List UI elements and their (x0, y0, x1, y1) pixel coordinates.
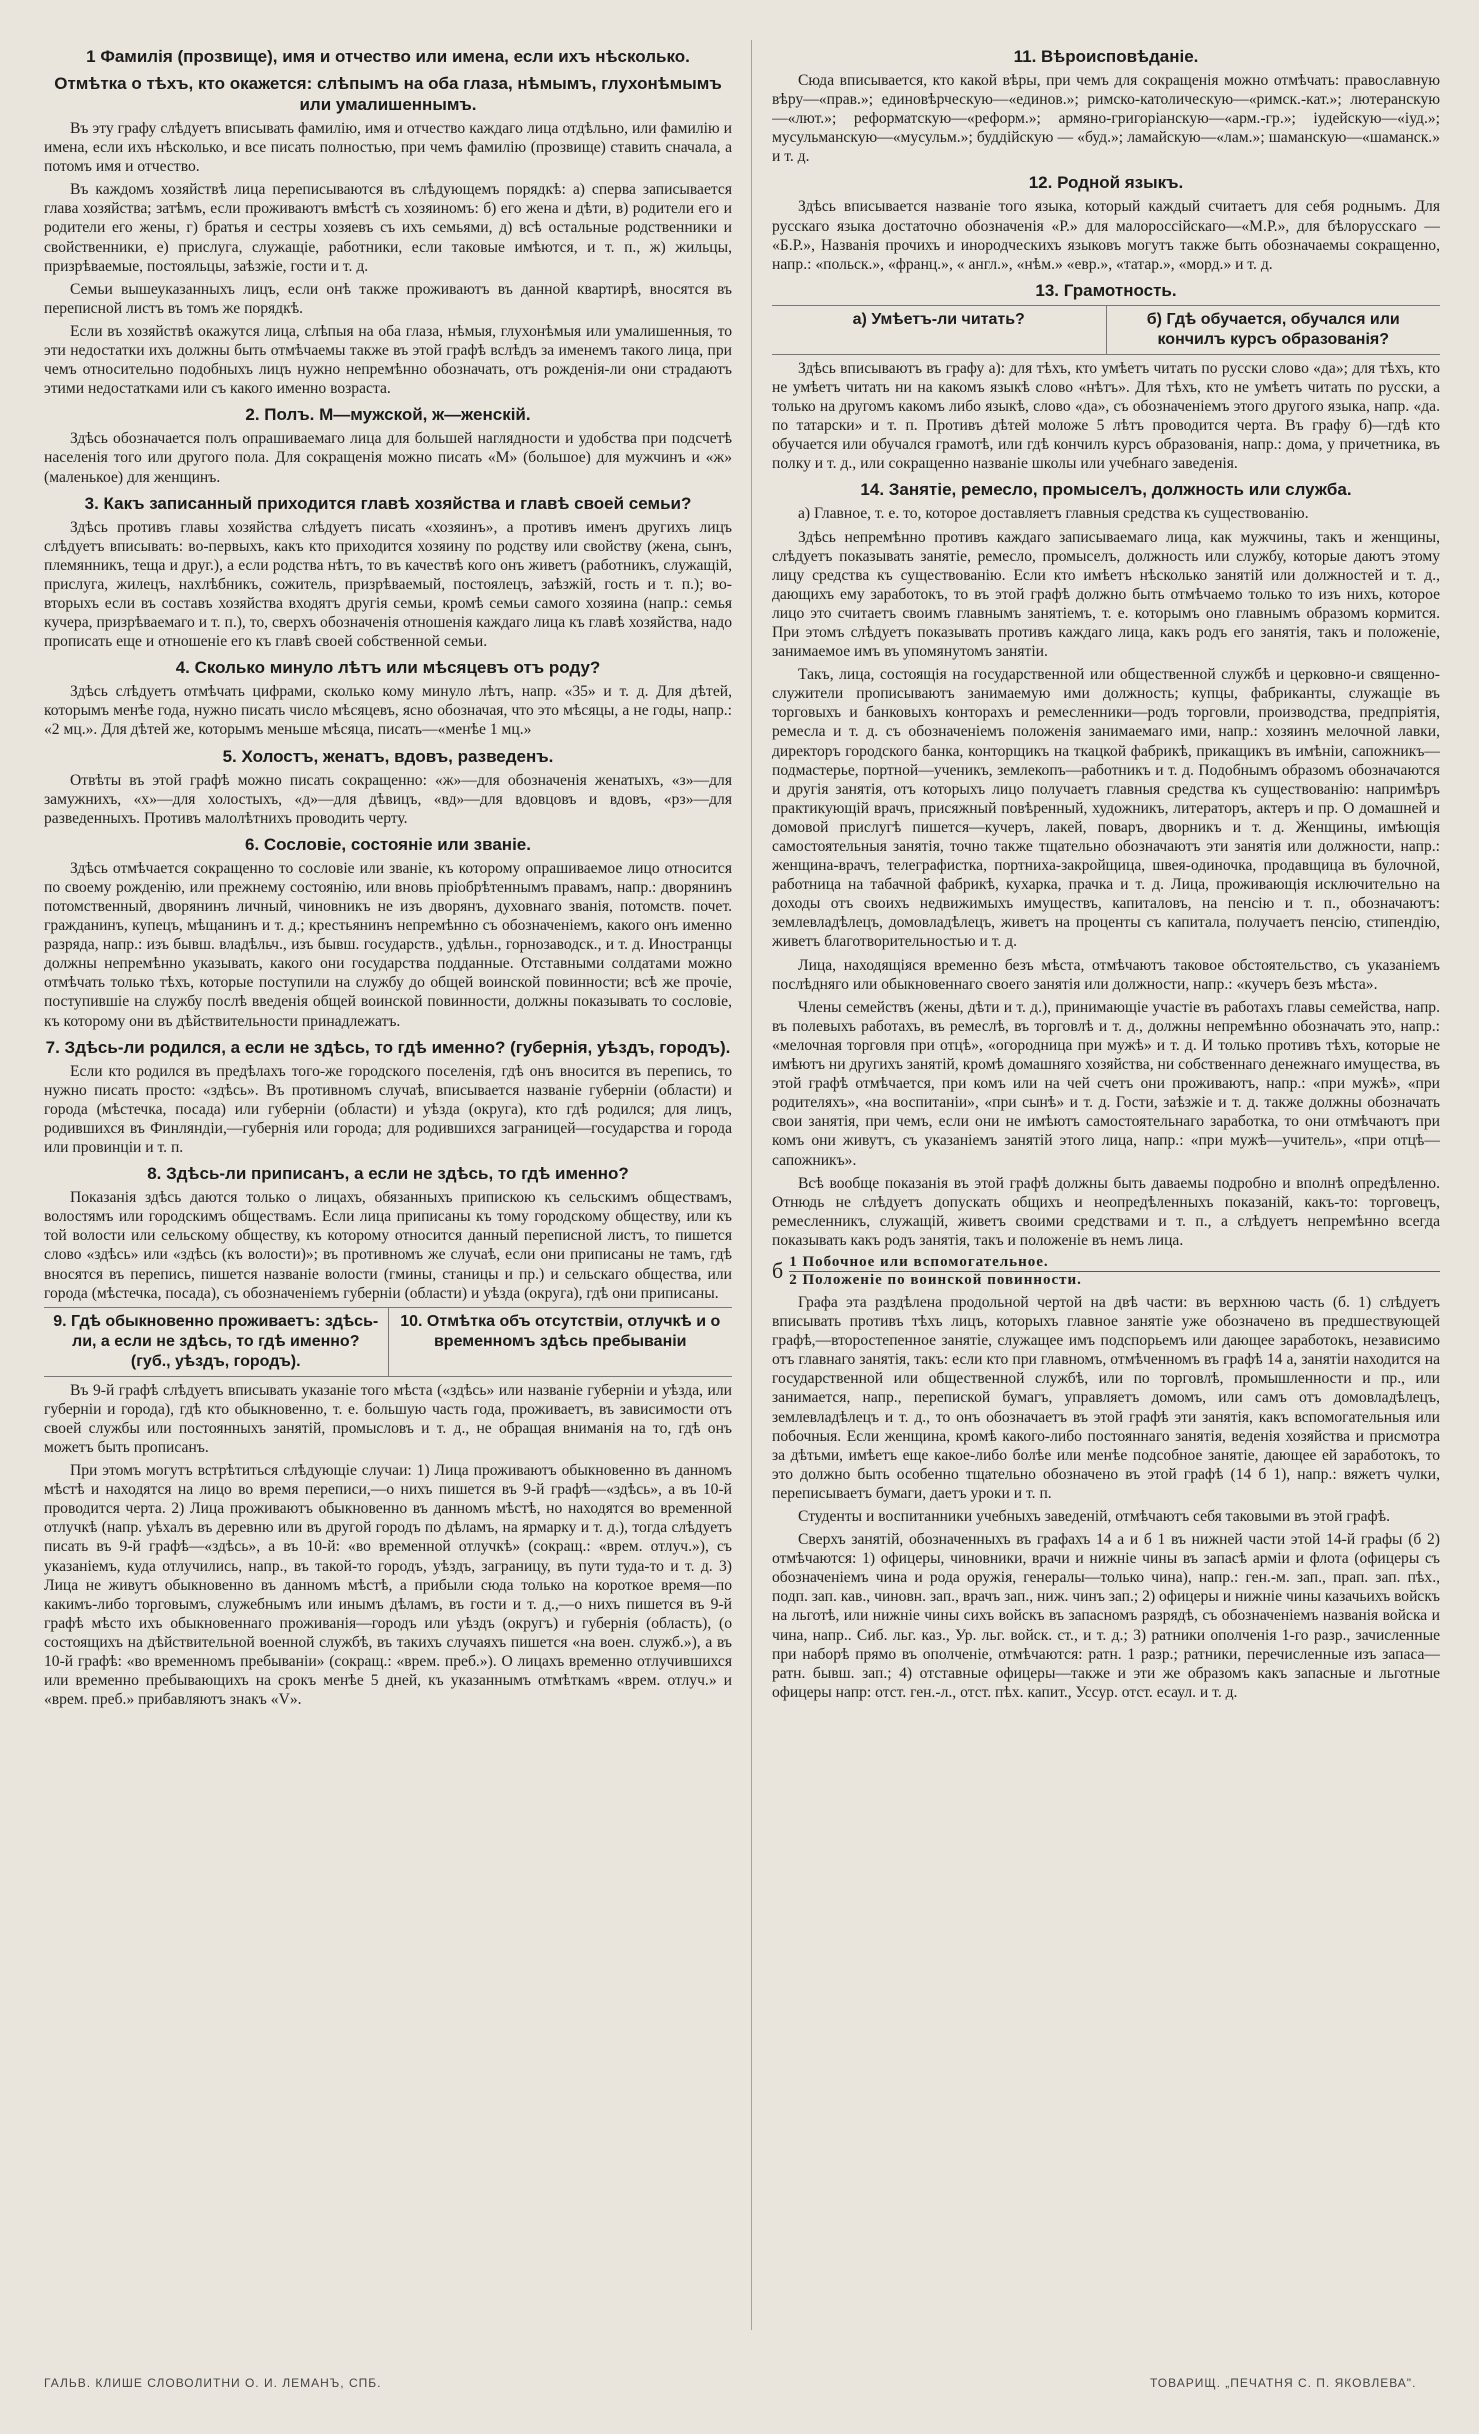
paragraph: Отвѣты въ этой графѣ можно писать сокращенно: «ж»—для обозначенія женатыхъ, «з»—для замужнихъ, «х»—для холостыхъ, «д»—для дѣвицъ, «вд»—для вдовцовъ и вдовъ, «рз»—для разведенныхъ. Противъ малолѣтнихъ проводить черту. (44, 771, 732, 827)
section-heading: 7. Здѣсь-ли родился, а если не здѣсь, то гдѣ именно? (губернія, уѣздъ, городъ). (45, 1037, 731, 1057)
literacy-split (772, 305, 1440, 355)
section-heading: 8. Здѣсь-ли приписанъ, а если не здѣсь, то гдѣ именно? (147, 1164, 629, 1184)
left-column (44, 40, 732, 2340)
split-cell-10 (388, 1308, 733, 1376)
section-heading: Отмѣтка о тѣхъ, кто окажется: слѣпымъ на оба глаза, нѣмымъ, глухонѣмымъ или умалишеннымъ. (54, 74, 722, 114)
section-heading: 3. Какъ записанный приходится главѣ хозяйства и главѣ своей семьи? (84, 493, 692, 513)
section-heading: 13. Грамотность. (1035, 280, 1177, 300)
paragraph: Здѣсь вписываютъ въ графу а): для тѣхъ, кто умѣетъ читать по русски слово «да»; для тѣхъ, кто не умѣетъ читать ни на какомъ языкѣ слово «нѣтъ». Для тѣхъ, кто не умѣетъ читать по русски, а только на другомъ какомъ либо языкѣ, слово «да», съ обозначеніемъ этого другого языка, напр. «да. по татарски» и т. п. Противъ дѣтей моложе 5 лѣтъ проводится черта. Въ графу б)—гдѣ кто обучается или обучался грамотѣ, или гдѣ кончилъ курсъ образованія, напр.: дома, у причетника, въ полку и т. д., или сокращенно названіе школы или учебнаго заведенія. (772, 359, 1440, 473)
section-heading: 10. Отмѣтка объ отсутствіи, отлучкѣ и о временномъ здѣсь пребываніи (400, 1312, 721, 1350)
column-divider (751, 40, 752, 2330)
section-heading: 4. Сколько минуло лѣтъ или мѣсяцевъ отъ роду? (175, 658, 601, 678)
split-heading-9-10 (44, 1307, 732, 1377)
paragraph: Графа эта раздѣлена продольной чертой на двѣ части: въ верхнюю часть (б. 1) слѣдуетъ вписывать противъ тѣхъ лицъ, которыхъ главное занятіе уже обозначено въ предшествующей графѣ,—второстепенное занятіе, служащее имъ подспорьемъ или дающее заработокъ, независимо отъ главнаго занятія, такъ: если кто при главномъ, отмѣченномъ въ графѣ 14 а, занятіи находится на государственной или общественной службѣ, или по торговлѣ, промышленности и пр., или занимается, напр., перепиской бумагъ, управляетъ домомъ, или самъ отъ домовладѣлецъ, землевладѣлецъ и т. д., то онъ обозначаетъ въ этой графѣ эти занятія, какъ вспомогательныя или побочныя. Если женщина, кромѣ какого-либо постояннаго занятія, веденія хозяйства и присмотра за дѣтьми, имѣетъ еще какое-либо болѣе или менѣе подсобное занятіе, дающее ей заработокъ, то это должно быть особенно тщательно обозначено въ этой графѣ (14 б 1), напр.: вяжетъ чулки, переписываетъ бумаги, даетъ уроки и т. п. (772, 1293, 1440, 1502)
paragraph: Здѣсь отмѣчается сокращенно то сословіе или званіе, къ которому опрашиваемое лицо относится по своему рожденію, или прежнему состоянію, или вновь пріобрѣтеннымъ правамъ, напр.: дворянинъ потомственный, дворянинъ личный, чиновникъ не изъ дворянъ, духовнаго званія, потомств. почет. гражданинъ, купецъ, мѣщанинъ и т. д.; крестьянинъ непремѣнно съ обозначеніемъ, какого онъ именно разряда, напр.: изъ бывш. владѣльч., изъ бывш. государств., удѣльн., горнозаводск., и т. д. Иностранцы должны непремѣнно указывать, какого они государства подданные. Отставными солдатами можно отмѣчать только тѣхъ, которые поступили на службу до общей воинской повинности; всѣ же прочіе, поступившіе на службу послѣ введенія общей воинской повинности, должны показывать то сословіе, къ которому они въ дѣйствительности принадлежатъ. (44, 859, 732, 1030)
paragraph: Въ каждомъ хозяйствѣ лица переписываются въ слѣдующемъ порядкѣ: а) сперва записывается глава хозяйства; затѣмъ, если проживаютъ вмѣстѣ съ хозяиномъ: б) его жена и дѣти, в) родители его и родители его жены, г) братья и сестры хозяевъ съ ихъ семьями, д) всѣ остальные родственники и свойственники, е) прислуга, служащіе, работники, если таковые имѣются, и т. п., ж) жильцы, призрѣваемые, постояльцы, заѣзжіе, гости и т. д. (44, 181, 732, 275)
literacy-cell-b (1106, 306, 1441, 354)
paragraph: Сверхъ занятій, обозначенныхъ въ графахъ 14 а и б 1 въ нижней части этой 14-й графы (б 2) отмѣчаются: 1) офицеры, чиновники, врачи и нижніе чины въ запасѣ арміи и флота (офицеры съ обозначеніемъ чина и рода оружія, генералы—только чина), напр.: ген.-м. зап., прап. зап. пѣх., подп. зап. кав., чиновн. зап., врачъ зап., ниж. чинъ зап.; 2) офицеры и нижніе чины казачьихъ войскъ на льготѣ, или нижніе чины сихъ войскъ въ запасномъ разрядѣ, съ обозначеніемъ названія войска и чина, напр.. Сиб. льг. каз., Ур. льг. войск. ст., и т. д.; 3) ратники ополченія 1-го разр., зачисленные при наборѣ прямо въ ополченіе, отмѣчаются: ратн. 1 разр.; ратники, перечисленные изъ запаса—ратн. бывш. зап.; 4) отставные офицеры—также и эти же образомъ какъ запасные и льготные офицеры напр: отст. ген.-л., отст. пѣх. капит., Уссур. отст. есаул. и т. д. (772, 1531, 1440, 1701)
paragraph: Всѣ вообще показанія въ этой графѣ должны быть даваемы подробно и вполнѣ опредѣленно. Отнюдь не слѣдуетъ допускать общихъ и неопредѣленныхъ показаній, какъ-то: торговецъ, ремесленникъ, служащій, живетъ своими средствами и т. п., а слѣдуетъ непремѣнно всегда показывать какъ родъ занятія, такъ и положеніе въ немъ лица. (772, 1174, 1440, 1249)
section-heading: 2. Полъ. М—мужской, ж—женскій. (245, 405, 531, 425)
footer-right-imprint: ТОВАРИЩ. „ПЕЧАТНЯ С. П. ЯКОВЛЕВА". (1150, 2376, 1417, 2390)
paragraph: При этомъ могутъ встрѣтиться слѣдующіе случаи: 1) Лица проживаютъ обыкновенно въ данномъ мѣстѣ и находятся на лицо во время переписи,—о нихъ пишется въ 9-й графѣ—«здѣсь», а въ 10-й проводится черта. 2) Лица проживаютъ обыкновенно въ данномъ мѣстѣ, но находятся во временной отлучкѣ (напр. уѣхалъ въ деревню или въ другой городъ по дѣламъ, на ярмарку и т. д.), тогда слѣдуетъ писать въ 9-й графѣ—«здѣсь», а въ 10-й: «во временной отлучкѣ» (сокращ.: «врем. отлуч.»), съ указаніемъ, куда отлучились, напр., въ такой-то городъ, уѣздъ, заграницу, въ пути туда-то и т. д. 3) Лица не живутъ обыкновенно въ данномъ мѣстѣ, а прибыли сюда только на короткое время—по какимъ-либо торговымъ, служебнымъ или инымъ дѣламъ, въ гости и т. д.,—о нихъ пишется въ 9-й графѣ мѣсто ихъ обыкновеннаго проживанія—городъ или уѣздъ (округъ) и губернія (область), (о состоящихъ на дѣйствительной военной службѣ, въ такихъ случаяхъ пишется «на воен. служб.»), а въ 10-й графѣ: «во временномъ пребываніи» (сокращ.: «врем. преб.»). О лицахъ временно отлучившихся или временно пребывающихъ на срокъ менѣе 5 дней, къ указаннымъ отмѣткамъ «врем. отлуч.» и «врем. преб.» прибавляютъ знакъ «V». (44, 1462, 732, 1709)
paragraph: а) Главное, т. е. то, которое доставляетъ главныя средства къ существованію. (798, 505, 1309, 523)
footer-left-imprint: ГАЛЬВ. КЛИШЕ СЛОВОЛИТНИ О. И. ЛЕМАНЪ, СПБ. (44, 2376, 382, 2390)
split-cell-9 (44, 1308, 388, 1376)
paragraph: Такъ, лица, состоящія на государственной или общественной службѣ и церковно-и священно-служители прописываютъ занимаемую ими должность; купцы, фабриканты, служащіе въ торговыхъ и банковыхъ конторахъ и ремесленники—родъ торговли, производства, предпріятія, ремесла и т. д. съ обозначеніемъ положенія занимаемаго ими, напр.: хозяинъ мелочной лавки, директоръ городского банка, конторщикъ на ткацкой фабрикѣ, прикащикъ въ имѣніи, сапожникъ—подмастерье, портной—ученикъ, землекопъ—работникъ и т. д. Подобнымъ образомъ обозначаются и другія занятія, отъ которыхъ лицо получаетъ главныя средства къ существованію: напримѣръ практикующій врачъ, присяжный повѣренный, художникъ, литераторъ, актеръ и пр. О домашней и домовой прислугѣ пишется—кучеръ, лакей, поваръ, дворникъ и т. д. Женщины, имѣющія самостоятельныя занятія, точно также тщательно обозначаютъ эти занятія или должности, напр.: женщина-врачъ, телеграфистка, портниха-закройщица, швея-одиночка, продавщица въ булочной, работница на табачной фабрикѣ, кухарка, прачка и т. д. Лица, проживающія исключительно на доходы отъ своихъ недвижимыхъ имуществъ, капиталовъ, на пенсію и т. п., обозначаютъ: землевладѣлецъ, домовладѣлецъ, живетъ на проценты съ капитала, получаетъ пенсію, стипендію, живетъ благотворительностью и т. д. (772, 666, 1440, 951)
subsection-line-1: 1 Побочное или вспомогательное. (789, 1254, 1440, 1272)
paragraph: Здѣсь вписывается названіе того языка, который каждый считаетъ для себя роднымъ. Для русскаго языка достаточно обозначенія «Р.» для малороссійскаго—«М.Р.», для бѣлорусскаго — «Б.Р.», Названія прочихъ и инородческихъ языковъ могутъ также быть обозначаемы сокращенно, напр.: «польск.», «франц.», « англ.», «нѣм.» «евр.», «татар.», «морд.» и т. д. (772, 198, 1440, 273)
paragraph: Семьи вышеуказанныхъ лицъ, если онѣ также проживаютъ въ данной квартирѣ, вносятся въ переписной листъ въ томъ же порядкѣ. (44, 280, 732, 317)
literacy-cell-a (772, 306, 1106, 354)
paragraph: Члены семействъ (жены, дѣти и т. д.), принимающіе участіе въ работахъ главы семейства, напр. въ полевыхъ работахъ, въ ремеслѣ, въ торговлѣ и т. д., должны непремѣнно обозначать это, напр.: «мелочная торговля при отцѣ», «огородница при мужѣ» и т. д. И только противъ тѣхъ, которые не имѣютъ ни другихъ занятій, кромѣ домашняго хозяйства, ни собственнаго денежнаго имущества, въ этой графѣ отмѣчается, при комъ или на чей счетъ они проживаютъ, напр.: «при мужѣ», «при родителяхъ», «на воспитаніи», «при сынѣ» и т. д. Гости, заѣзжіе и т. д. также должны обозначать свои занятія, при чемъ, если они не имѣютъ самостоятельнаго заработка, то они отмѣчаютъ при комъ они живутъ, съ указаніемъ занятій этого лица, напр.: «при мужѣ—учитель», «при отцѣ—сапожникъ». (772, 998, 1440, 1169)
section-heading: 1 Фамилія (прозвище), имя и отчество или имена, если ихъ нѣсколько. (86, 47, 690, 66)
paragraph: Лица, находящіяся временно безъ мѣста, отмѣчаютъ таковое обстоятельство, съ указаніемъ послѣдняго или обыкновеннаго своего занятія или должности, напр.: «кучеръ безъ мѣста». (772, 956, 1440, 993)
subsection-line-2: 2 Положеніе по воинской повинности. (789, 1271, 1082, 1288)
right-column (772, 40, 1440, 2340)
section-heading: 11. Вѣроисповѣданіе. (1013, 47, 1199, 66)
paragraph: Здѣсь обозначается полъ опрашиваемаго лица для большей наглядности и удобства при подсчетѣ населенія того или другого пола. Для сокращенія можно писать «М» (большое) для мужчинъ и «ж» (маленькое) для женщинъ. (44, 430, 732, 486)
subsection-b-header (772, 1254, 1440, 1289)
census-instructions-sheet (30, 40, 1450, 2410)
section-heading: 9. Гдѣ обыкновенно проживаетъ: здѣсь-ли, а если не здѣсь, то гдѣ именно? (губ., уѣздъ, городъ). (53, 1312, 379, 1370)
paragraph: Въ 9-й графѣ слѣдуетъ вписывать указаніе того мѣста («здѣсь» или названіе губерніи и уѣзда, или губерніи и города), гдѣ кто обыкновенно, т. е. большую часть года, проживаетъ, въ зависимости отъ своей службы или постоянныхъ занятій, промысловъ и т. д., не обращая вниманія на то, гдѣ онъ можетъ быть прописанъ. (44, 1381, 732, 1456)
section-heading: 12. Родной языкъ. (1028, 173, 1184, 193)
paragraph: Здѣсь слѣдуетъ отмѣчать цифрами, сколько кому минуло лѣтъ, напр. «35» и т. д. Для дѣтей, которымъ менѣе года, нужно писать число мѣсяцевъ, ясно обозначая, что это мѣсяцы, а не годы, напр.: «2 мц.». Для дѣтей же, которымъ меньше мѣсяца, писать—«менѣе 1 мц.» (44, 683, 732, 739)
section-heading: 5. Холостъ, женатъ, вдовъ, разведенъ. (222, 746, 554, 766)
section-heading: 6. Сословіе, состояніе или званіе. (245, 834, 531, 854)
paragraph: Если кто родился въ предѣлахъ того-же городского поселенія, гдѣ онъ вносится въ перепись, то нужно писать просто: «здѣсь». Въ противномъ случаѣ, вписывается названіе губерніи (области) и города (мѣстечка, посада) или губерніи (области) и уѣзда (округа), кто гдѣ родился; для лицъ, родившихся въ Финляндіи,—губернія или города; для родившихся заграницей—государства и города или провинціи и т. п. (44, 1062, 732, 1157)
paragraph: Здѣсь непремѣнно противъ каждаго записываемаго лица, как мужчины, такъ и женщины, слѣдуетъ показывать занятіе, ремесло, промыселъ, должность или службу, которые даютъ этому лицу средства къ существованію. Если кто имѣетъ нѣсколько занятій или должностей и т. д., дающихъ ему заработокъ, то въ этой графѣ должно быть отмѣчаемо только то изъ нихъ, которое лицо это считаетъ своимъ главнымъ занятіемъ, т. е. которымъ оно главнымъ образомъ кормится. При этомъ слѣдуетъ показывать противъ каждаго лица, какъ родъ его занятія, такъ и положеніе, занимаемое имъ въ упомянутомъ занятіи. (772, 528, 1440, 661)
paragraph: Сюда вписывается, кто какой вѣры, при чемъ для сокращенія можно отмѣчать: православную вѣру—«прав.»; единовѣрческую—«единов.»; римско-католическую—«римск.-кат.»; лютеранскую—«лют.»; реформатскую—«реформ.»; армяно-григоріанскую—«арм.-гр.»; іудейскую—«іуд.»; мусульманскую—«мусульм.»; буддійскую — «буд.»; ламайскую—«лам.»; шаманскую—«шаманск.» и т. д. (772, 72, 1440, 166)
paragraph: Если въ хозяйствѣ окажутся лица, слѣпыя на оба глаза, нѣмыя, глухонѣмыя или умалишенныя, то эти недостатки ихъ должны быть отмѣчаемы также въ этой графѣ вслѣдъ за именемъ такого лица, при чемъ относительно подобныхъ лицъ нужно непремѣнно обозначать, отъ рожденія-ли они страдаютъ этими недостатками или съ какого именно возраста. (44, 322, 732, 398)
subsection-letter: б (772, 1258, 784, 1284)
paragraph: Въ эту графу слѣдуетъ вписывать фамилію, имя и отчество каждаго лица отдѣльно, или фамилію и имена, если ихъ нѣсколько, и все писать полностью, при чемъ фамилію (прозвище) ставить сначала, а потомъ имя и отчество. (44, 120, 732, 176)
section-heading: б) Гдѣ обучается, обучался или кончилъ курсъ образованія? (1146, 310, 1400, 348)
paragraph: Здѣсь противъ главы хозяйства слѣдуетъ писать «хозяинъ», а противъ именъ другихъ лицъ слѣдуетъ вписывать: во-первыхъ, какъ кто приходится хозяину по родству или свойству (жена, сынъ, племянникъ, теща и друг.), а если родства нѣтъ, то въ качествѣ кого онъ живетъ (работникъ, служащій, прислуга, жилецъ, нахлѣбникъ, сожитель, призрѣваемый, постоялецъ, заѣзжій, гость и т. п.); во-вторыхъ если въ составъ хозяйства входятъ другія семьи, кромѣ семьи самого хозяина (напр.: семья кучера, призрѣваемаго и т. п.), то, сверхъ обозначенія отношенія каждаго лица къ главѣ хозяйства, надо прописать еще и отношеніе его къ главѣ своей собственной семьи. (44, 518, 732, 651)
paragraph: Студенты и воспитанники учебныхъ заведеній, отмѣчаютъ себя таковыми въ этой графѣ. (798, 1508, 1391, 1525)
section-heading: а) Умѣетъ-ли читать? (852, 310, 1025, 328)
section-heading: 14. Занятіе, ремесло, промыселъ, должность или служба. (860, 480, 1352, 500)
paragraph: Показанія здѣсь даются только о лицахъ, обязанныхъ припискою къ сельскимъ обществамъ, волостямъ или городскимъ обществамъ. Если лица приписаны къ тому городскому обществу, или къ той волости или сельскому обществу, къ которому относится данный переписной листъ, то пишется слово «здѣсь» или «здѣсь (къ волости)»; въ противномъ же случаѣ, если они приписаны не тамъ, гдѣ вносятся въ перепись, пишется названіе волости (гмины, станицы и пр.) и сельскаго общества, или города (мѣстечка, посада), съ обозначеніемъ губерніи (области) и уѣзда (округа), гдѣ они приписаны. (44, 1189, 732, 1302)
subsection-lines (789, 1254, 1440, 1289)
